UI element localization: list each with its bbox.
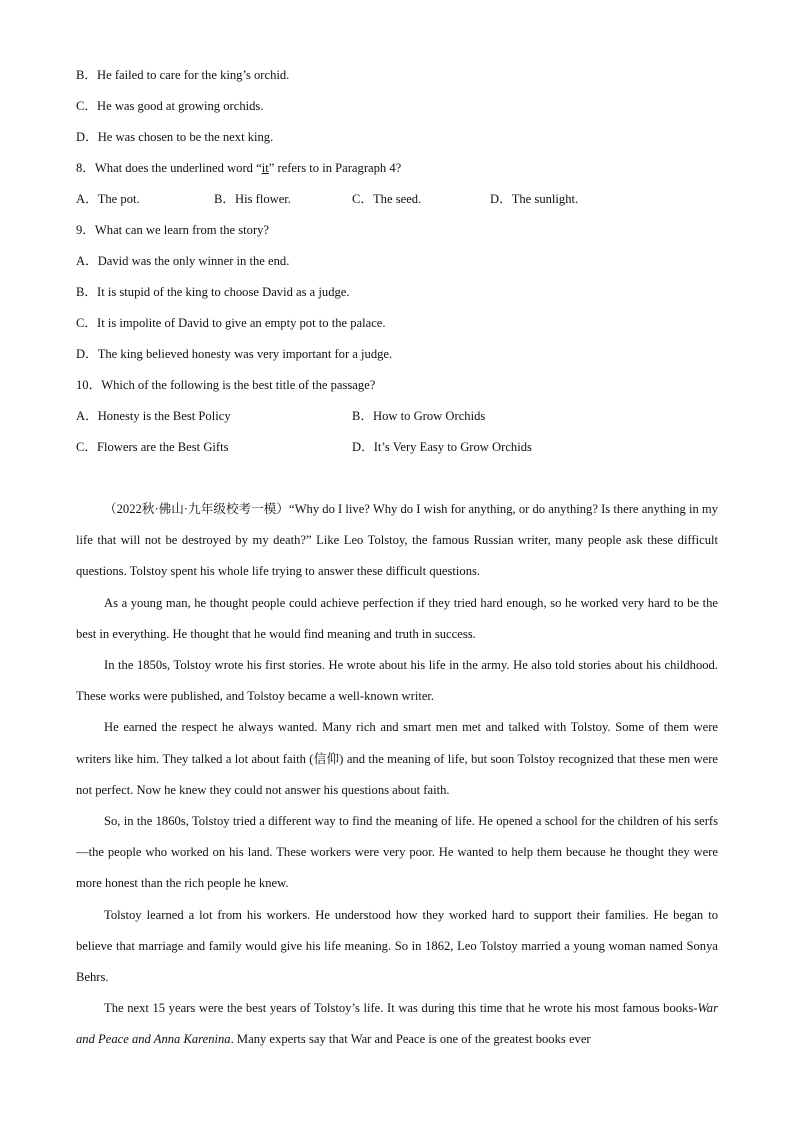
q10-option-d: D．It’s Very Easy to Grow Orchids [352,440,532,454]
passage-p1-text: “Why do I live? Why do I wish for anything, or do anything? Is there anything in my life that will not be destroyed by my death?” Like Leo Tolstoy, the famous Russian writer, many people ask these difficult questions. Tolstoy spent his whole life trying to answer these difficult questions. [76,502,718,579]
document-page [76,60,718,1056]
q9-stem: 9．What can we learn from the story? [76,223,270,237]
passage-paragraph-3: In the 1850s, Tolstoy wrote his first stories. He wrote about his life in the army. He also told stories about his childhood. These works were published, and Tolstoy became a well-known writer. [76,658,718,704]
q10-stem: 10．Which of the following is the best title of the passage? [76,378,376,392]
passage-paragraph-7 [76,993,718,1055]
q9-option-c: C．It is impolite of David to give an empty pot to the palace. [76,316,386,330]
q9-option-d: D．The king believed honesty was very important for a judge. [76,347,393,361]
passage-p7-post: . Many experts say that War and Peace is one of the greatest books ever [230,1032,591,1047]
passage-paragraph-1 [76,494,718,588]
q8-option-c: C．The seed. [352,192,422,206]
q7-option-c: C．He was good at growing orchids. [76,99,264,113]
passage-book-titles: War and Peace and Anna Karenina [76,1001,718,1047]
q9-option-b: B．It is stupid of the king to choose David as a judge. [76,285,350,299]
q8-option-b: B．His flower. [214,192,291,206]
q8-stem [76,153,718,184]
q8-stem-pre: 8．What does the underlined word “ [76,161,262,175]
passage-p7-pre: The next 15 years were the best years of Tolstoy’s life. It was during this time that he wrote his most famous books- [104,1001,698,1016]
q8-underlined-word: it [261,161,269,175]
q7-option-b: B．He failed to care for the king’s orchid. [76,68,290,82]
passage-source: （2022秋·佛山·九年级校考一模） [104,502,290,516]
passage-paragraph-4: He earned the respect he always wanted. Many rich and smart men met and talked with Tolstoy. Some of them were writers like him. They talked a lot about faith (信仰) and the meaning of life, but soon Tolstoy recognized that these men were not perfect. Now he knew they could not answer his questions about faith. [76,720,718,797]
q10-option-b: B．How to Grow Orchids [352,409,486,423]
q10-options-row2 [76,432,718,463]
q8-option-a: A．The pot. [76,192,140,206]
q10-option-c: C．Flowers are the Best Gifts [76,440,229,454]
q8-options [76,184,718,215]
section-gap [76,463,718,494]
q8-option-d: D．The sunlight. [490,192,579,206]
q10-option-a: A．Honesty is the Best Policy [76,409,231,423]
passage-paragraph-5: So, in the 1860s, Tolstoy tried a different way to find the meaning of life. He opened a school for the children of his serfs—the people who worked on his land. These workers were very poor. He wanted to help them because he thought they were more honest than the rich people he knew. [76,814,718,891]
passage-paragraph-2: As a young man, he thought people could achieve perfection if they tried hard enough, so he worked very hard to be the best in everything. He thought that he would find meaning and truth in success. [76,595,718,641]
passage-paragraph-6: Tolstoy learned a lot from his workers. He understood how they worked hard to support their families. He began to believe that marriage and family would give his life meaning. So in 1862, Leo Tolstoy married a young woman named Sonya Behrs. [76,907,718,985]
q8-stem-post: ” refers to in Paragraph 4? [268,161,402,175]
q10-options-row1 [76,401,718,432]
q9-option-a: A．David was the only winner in the end. [76,254,290,268]
q7-option-d: D．He was chosen to be the next king. [76,130,274,144]
